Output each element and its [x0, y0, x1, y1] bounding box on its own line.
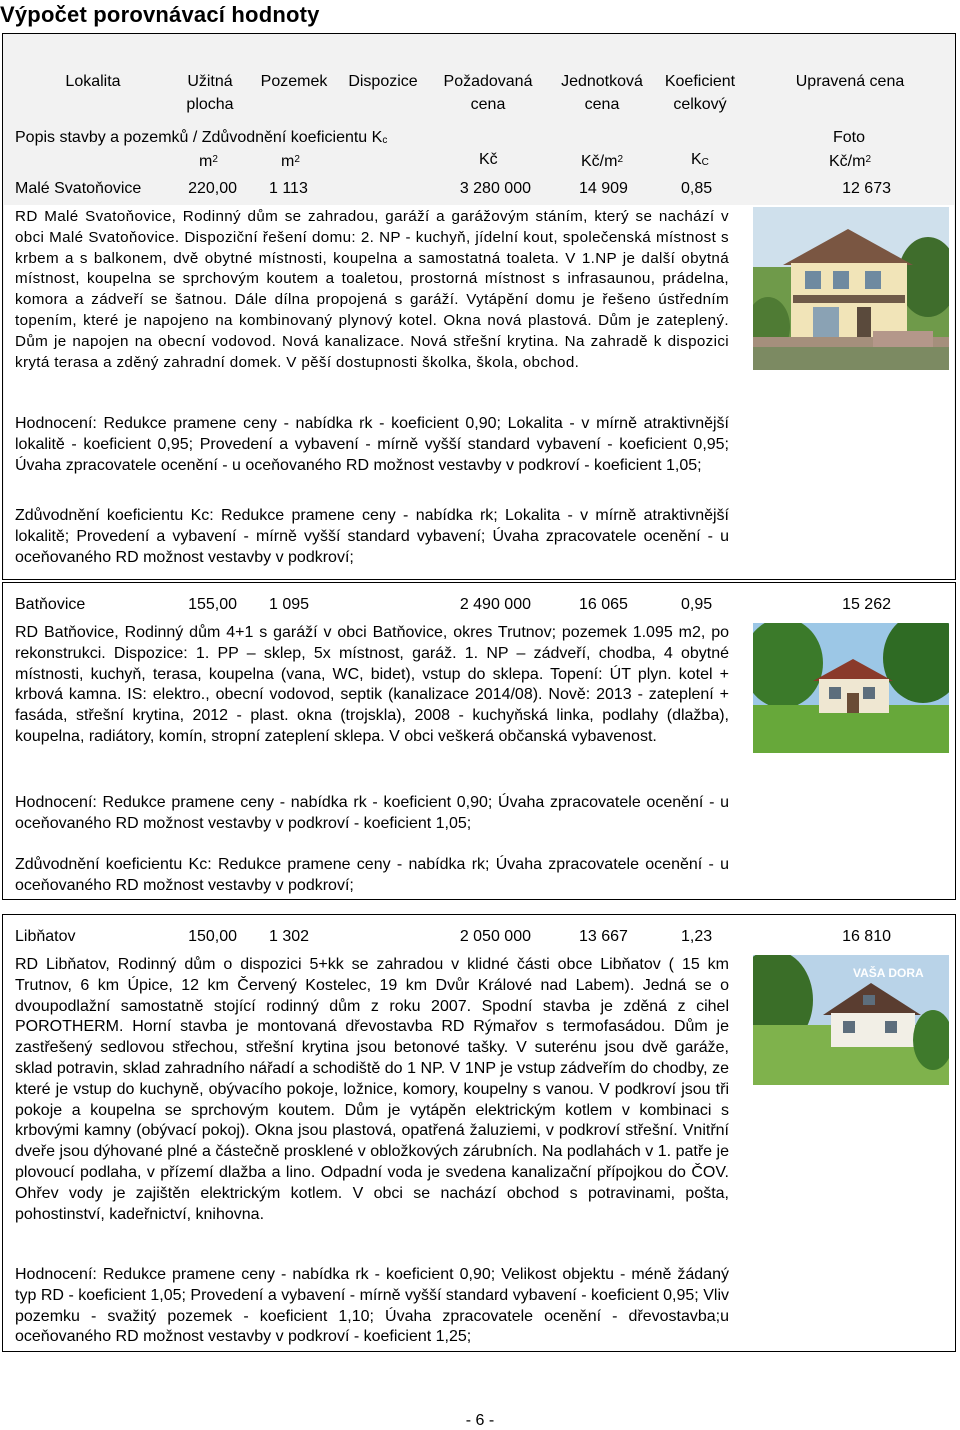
entry-koeficient: 1,23 [681, 928, 713, 945]
photo-caption-text: VAŠA DORA [853, 966, 924, 980]
entry-box-2 [2, 582, 956, 900]
entry-box-3 [2, 914, 956, 1352]
unit-m2-pozemek: $m^2$ [281, 153, 300, 170]
unit-kc-koef: $K_C$ [691, 151, 709, 168]
entry-hodnoceni: Hodnocení: Redukce pramene ceny - nabídka rk - koeficient 0,90; Velikost objektu - méně žádaný typ RD - koeficient 1,05; Provedení a vybavení - mírně vyšší standard vybavení - koeficient 0,95; Vliv pozemku - svažitý pozemek - koeficient 1,10; Úvaha zpracovatele ocenění - dřevostavba;u oceňovaného RD možnost vestavby v podkroví - koeficient 1,25; [15, 1266, 729, 1346]
entry-box-1 [2, 33, 956, 580]
entry-zduvodneni: Zdůvodnění koeficientu Kc: Redukce pramene ceny - nabídka rk; Úvaha zpracovatele ocenění - u oceňovaného RD možnost vestavby v podkroví; [15, 856, 729, 894]
col-pozadovana: Požadovaná cena [443, 73, 533, 113]
col-pozemek: Pozemek [260, 73, 328, 90]
entry-description: RD Malé Svatoňovice, Rodinný dům se zahradou, garáží a garážovým stáním, který se nachází v obci Malé Svatoňovice. Dispoziční řešení domu: 2. NP - kuchyň, jídelní kout, společenská místnost s krbem a s balkonem, dvě obytné místnosti, koupelna a samostatná toaleta. V 1.NP je další obytná místnost, koupelna se sprchovým koutem a toaletou, prostorná místnost s infrasaunou, prádelna, komora a zádveří se šatnou. Dále dílna propojená s garáží. Vytápění domu je řešeno ústředním topením, které je napojeno na kombinovaný plynový kotel. Okna nová plastová. Dům je zateplený. Dům je napojen na obecní vodovod. Nová kanalizace. Nová střešní krytina. Na zahradě k dispozici krytá terasa a zděný zahradní domek. V pěší dostupnosti školka, škola, obchod. [15, 208, 729, 371]
entry-upravena: 16 810 [842, 928, 891, 945]
entry-hodnoceni: Hodnocení: Redukce pramene ceny - nabídka rk - koeficient 0,90; Lokalita - v mírně atraktivnější lokalitě - koeficient 0,95; Provedení a vybavení - mírně vyšší standard vybavení - koeficient 0,95; Úvaha zpracovatele ocenění - u oceňovaného RD možnost vestavby v podkroví - koeficient 1,05; [15, 415, 729, 474]
entry-pozemek: 1 302 [269, 928, 310, 945]
popis-label: Popis stavby a pozemků / Zdůvodnění koeficientu $K_c$ [15, 129, 388, 146]
entry-description: RD Libňatov, Rodinný dům o dispozici 5+kk se zahradou v klidné části obce Libňatov ( 15 km Trutnov, 6 km Úpice, 12 km Červený Kostelec, 19 km Dvůr Králové nad Labem). Jedná se o dvoupodlažní samostatně stojící rodinný dům z roku 2007. Spodní stavba je zděná z cihel POROTHERM. Horní stavba je montovaná dřevostavba RD Rýmařov s termofasádou. Dům je zastřešený sedlovou střechou, střešní krytina jsou betonové tašky. V suterénu jsou dvě garáže, sklad potravin, sklad zahradního nářadí a schodiště do 1 NP. V 1NP je vstup zádveřím do chodby, ze které je vstup do kuchyně, obývacího pokoje, ložnice, komory, koupelny s vanou. V podkroví jsou tři pokoje a koupelna se sprchovým koutem. Dům je vytápěn elektrickým kotlem v kombinaci s krbovými kamny (obývací pokoj). Okna jsou plastová, opatřená žaluziemi, v podkroví střešní. Vnitřní dveře jsou dýhované plné a částečně prosklené v obložkových zárubních. Na podlahách v 1. patře je plovoucí podlaha, v přízemí dlažba a lino. Odpadní voda je svedena kanalizační přípojkou do ČOV. Ohřev vody je zajištěn elektrickým kotlem. V obci se nachází obchod s potravinami, pošta, pohostinství, kadeřnictví, knihovna. [15, 956, 729, 1223]
house-photo-male-svatonovice [753, 207, 949, 370]
page-number: - 6 - [465, 1412, 495, 1429]
col-dispozice: Dispozice [348, 73, 418, 90]
col-uzitna: Užitná plocha [186, 73, 234, 113]
entry-plocha: 220,00 [188, 180, 237, 197]
col-jednotkova: Jednotková cena [561, 73, 643, 113]
entry-jednotkova: 13 667 [579, 928, 628, 945]
entry-cena: 2 050 000 [459, 928, 531, 945]
entry-upravena: 12 673 [842, 180, 891, 197]
entry-description: RD Batňovice, Rodinný dům 4+1 s garáží v obci Batňovice, okres Trutnov; pozemek 1.095 m2, po rekonstrukci. Dispozice: 1. PP – sklep, 5x místnost, garáž. 1. NP – zádveří, chodba, 4 obytné místnosti, kuchyň, terasa, koupelna (vana, WC, bidet), vstup do sklepa. Topení: ÚT plyn. kotel + krbová kamna. IS: elektro., obecní vodovod, septik (kanalizace 2014/08). Nově: 2013 - zateplení + fasáda, střešní krytina, 2012 - plast. okna (trojskla), 2008 - kuchyňská linka, podlahy (dlažba), koupelna, radiátory, komín, stropní zateplení sklepa. V obci veškerá občanská vybavenost. [15, 624, 729, 745]
unit-kc: Kč [479, 151, 498, 168]
entry-pozemek: 1 113 [269, 180, 308, 197]
col-koeficient: Koeficient celkový [664, 73, 736, 113]
entry-koeficient: 0,85 [681, 180, 713, 197]
entry-lokalita: Malé Svatoňovice [15, 180, 142, 197]
unit-kc-m2: $Kč/m^2$ [581, 153, 624, 170]
entry-cena: 2 490 000 [459, 596, 531, 613]
house-photo-batnovice [753, 623, 949, 753]
col-lokalita: Lokalita [65, 73, 121, 90]
entry-plocha: 155,00 [188, 596, 237, 613]
entry-lokalita: Libňatov [15, 928, 76, 945]
entry-upravena: 15 262 [842, 596, 891, 613]
entry-jednotkova: 16 065 [579, 596, 628, 613]
entry-lokalita: Batňovice [15, 596, 86, 613]
entry-zduvodneni: Zdůvodnění koeficientu Kc: Redukce pramene ceny - nabídka rk; Lokalita - v mírně atraktivnější lokalitě; Provedení a vybavení - mírně vyšší standard vybavení; Úvaha zpracovatele ocenění - u oceňovaného RD možnost vestavby v podkroví; [15, 507, 729, 566]
page-title: Výpočet porovnávací hodnoty [0, 2, 320, 27]
unit-kc-m2-upravena: $Kč/m^2$ [829, 153, 872, 170]
unit-m2-plocha: $m^2$ [199, 153, 218, 170]
foto-label: Foto [832, 129, 865, 146]
entry-plocha: 150,00 [188, 928, 237, 945]
entry-cena: 3 280 000 [459, 180, 531, 197]
col-upravena: Upravená cena [795, 73, 905, 90]
house-photo-libnatov [753, 955, 949, 1085]
entry-pozemek: 1 095 [269, 596, 310, 613]
entry-koeficient: 0,95 [681, 596, 713, 613]
entry-jednotkova: 14 909 [579, 180, 628, 197]
entry-hodnoceni: Hodnocení: Redukce pramene ceny - nabídka rk - koeficient 0,90; Úvaha zpracovatele ocenění - u oceňovaného RD možnost vestavby v podkroví - koeficient 1,05; [15, 794, 729, 832]
